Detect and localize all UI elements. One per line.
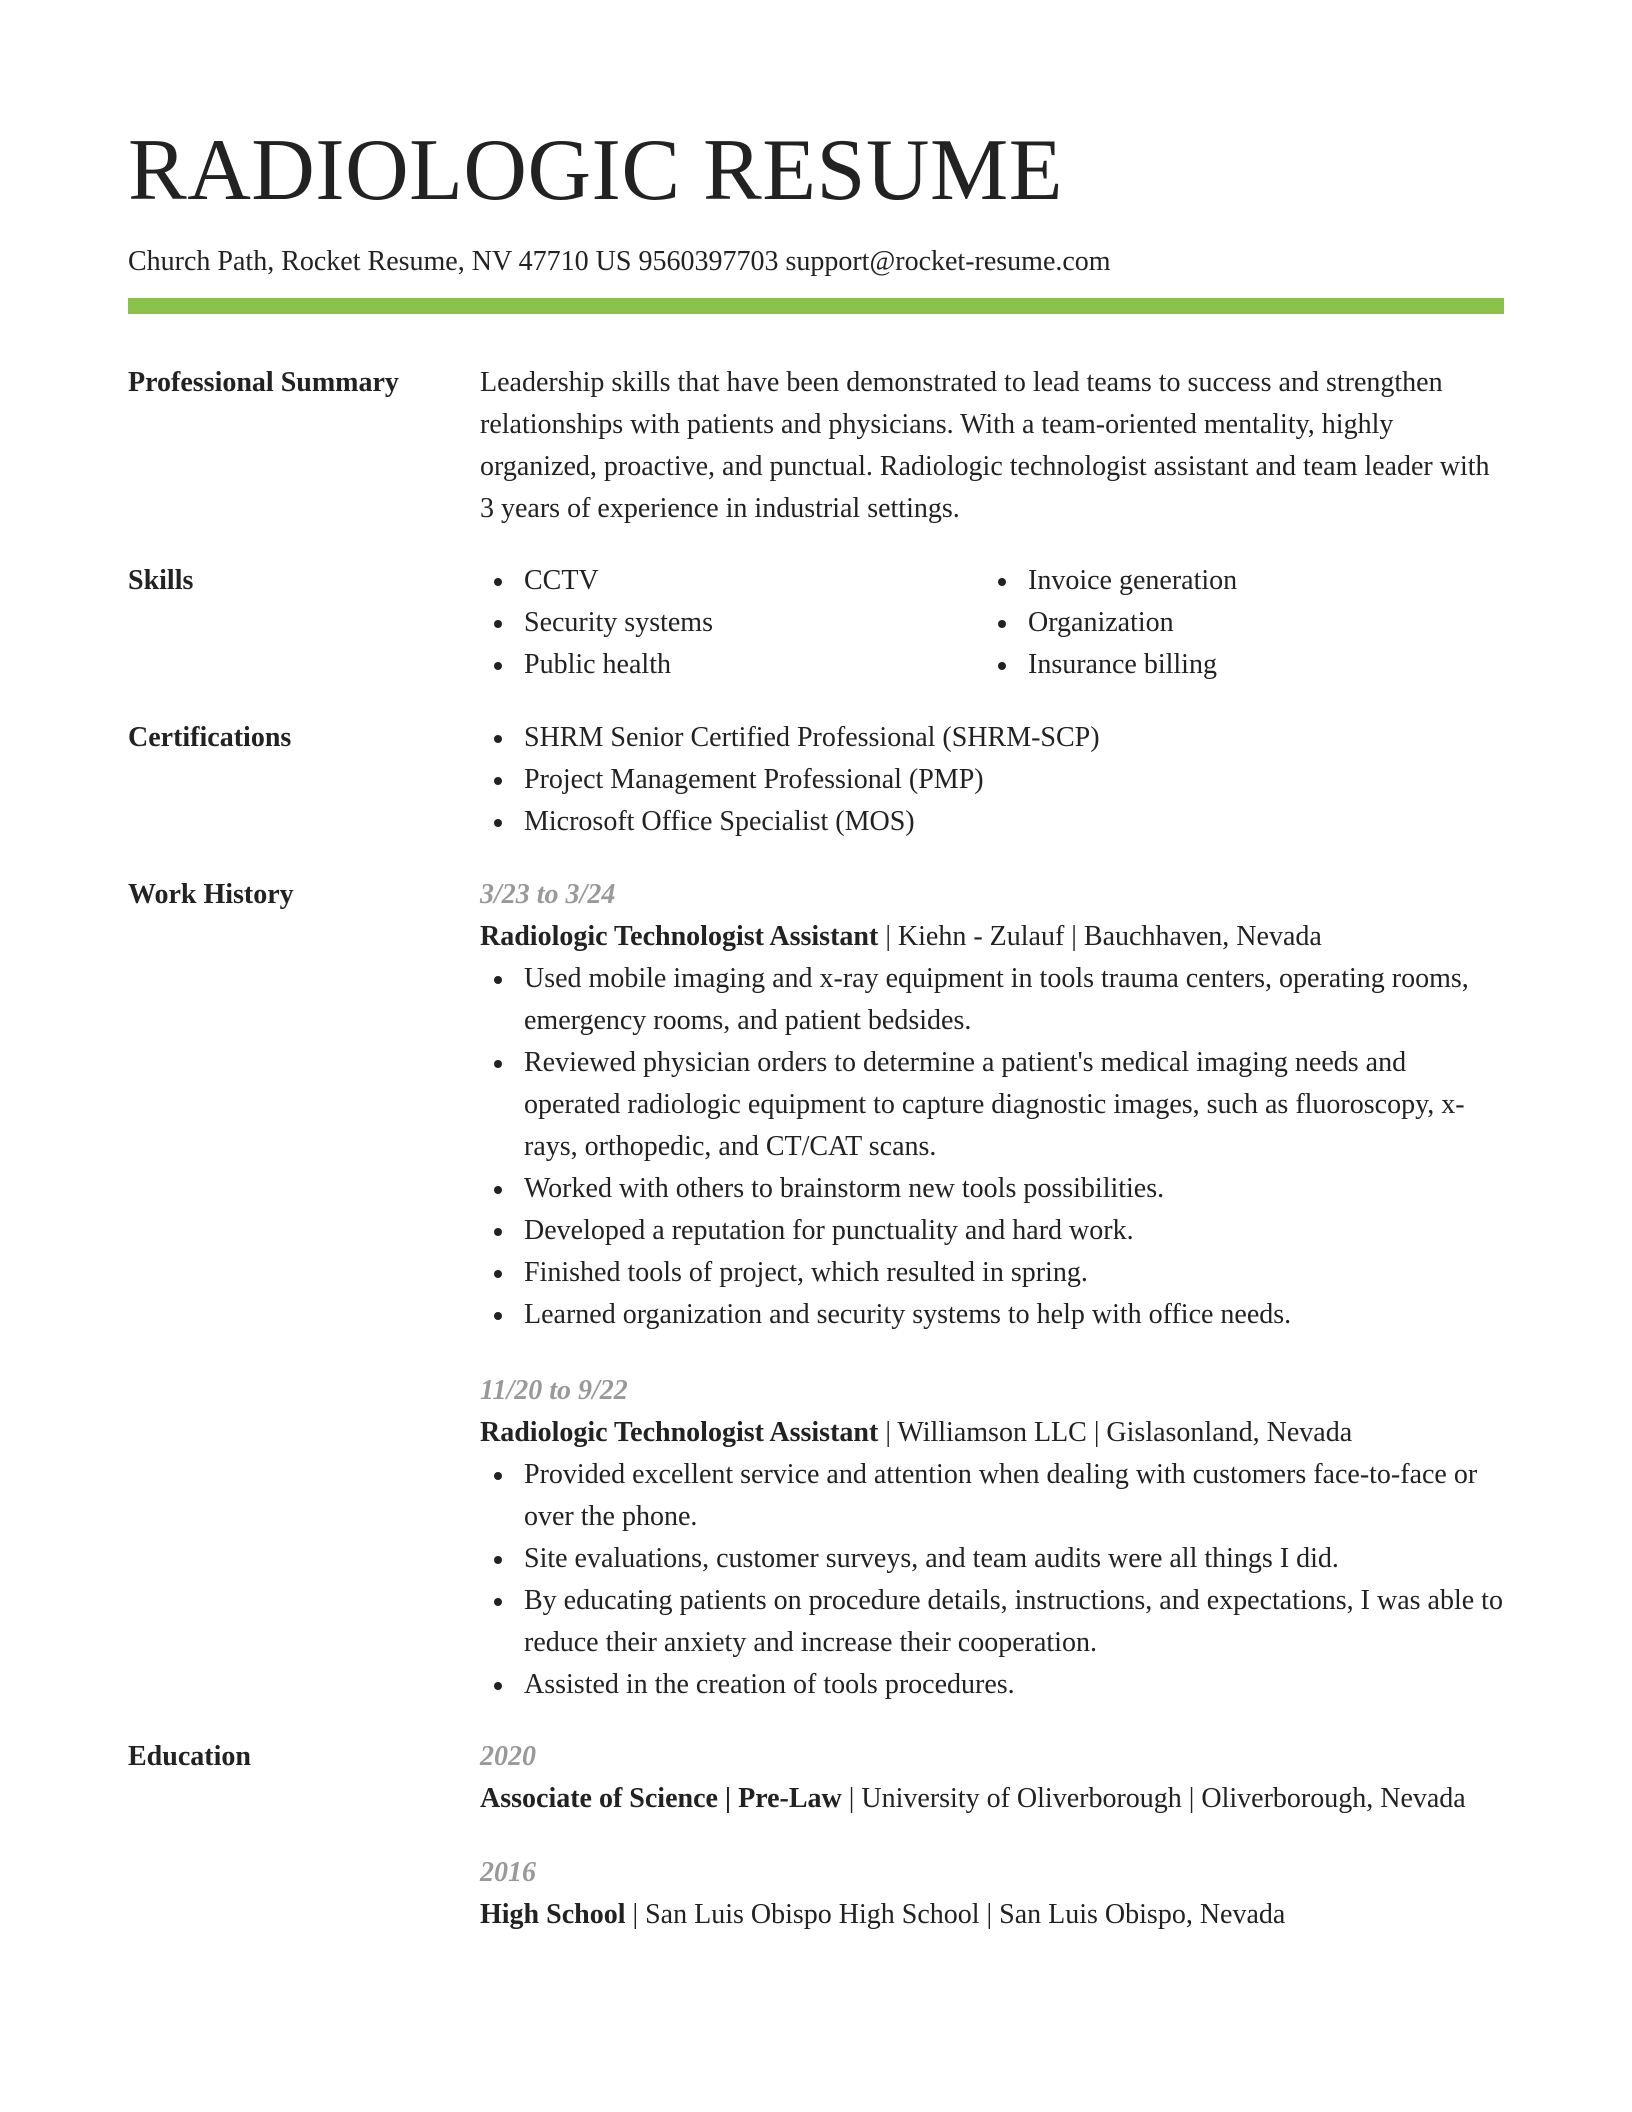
- section-label-certifications: Certifications: [128, 722, 292, 753]
- job-bullets: [480, 958, 1504, 1336]
- education-date: 2016: [480, 1857, 536, 1888]
- skills-list-right: [984, 560, 1488, 686]
- section-summary: [128, 362, 1504, 530]
- section-education: [128, 1736, 1504, 1936]
- certifications-list: [480, 717, 1504, 843]
- certification-item: Project Management Professional (PMP): [480, 759, 1504, 801]
- section-skills: [128, 560, 1504, 686]
- section-label-summary: Professional Summary: [128, 367, 399, 398]
- section-work-history: [128, 874, 1504, 1706]
- job-entry: [480, 874, 1504, 1336]
- education-details: | University of Oliverborough | Oliverborough, Nevada: [841, 1783, 1466, 1814]
- job-bullet: Learned organization and security systems to help with office needs.: [480, 1294, 1504, 1336]
- section-certifications: [128, 717, 1504, 843]
- job-title-line: [480, 916, 1504, 958]
- job-bullets: [480, 1454, 1504, 1706]
- job-date: 11/20 to 9/22: [480, 1375, 628, 1406]
- job-details: | Williamson LLC | Gislasonland, Nevada: [878, 1417, 1353, 1448]
- education-line: [480, 1778, 1504, 1820]
- section-label-education: Education: [128, 1741, 251, 1772]
- skill-item: Security systems: [480, 602, 984, 644]
- job-bullet: Reviewed physician orders to determine a patient's medical imaging needs and operated radiologic equipment to capture diagnostic images, such as fluoroscopy, x-rays, orthopedic, and CT/CAT scans.: [480, 1042, 1504, 1168]
- skill-item: Insurance billing: [984, 644, 1488, 686]
- resume-page: [128, 0, 1504, 1936]
- education-details: | San Luis Obispo High School | San Luis Obispo, Nevada: [625, 1899, 1286, 1930]
- skill-item: CCTV: [480, 560, 984, 602]
- education-entry: [480, 1852, 1504, 1936]
- certification-item: SHRM Senior Certified Professional (SHRM-SCP): [480, 717, 1504, 759]
- education-date: 2020: [480, 1741, 536, 1772]
- skill-item: Invoice generation: [984, 560, 1488, 602]
- job-title: Radiologic Technologist Assistant: [480, 921, 879, 952]
- resume-name: RADIOLOGIC RESUME: [128, 122, 1063, 219]
- education-entry: [480, 1736, 1504, 1820]
- accent-divider: [128, 298, 1504, 314]
- skill-item: Public health: [480, 644, 984, 686]
- job-bullet: By educating patients on procedure details, instructions, and expectations, I was able to reduce their anxiety and increase their cooperation.: [480, 1580, 1504, 1664]
- education-degree: Associate of Science | Pre-Law: [480, 1783, 842, 1814]
- job-entry: [480, 1370, 1504, 1706]
- section-label-skills: Skills: [128, 565, 194, 596]
- job-title-line: [480, 1412, 1504, 1454]
- section-label-work: Work History: [128, 879, 294, 910]
- contact-line: Church Path, Rocket Resume, NV 47710 US 9560397703 support@rocket-resume.com: [128, 246, 1111, 277]
- education-line: [480, 1894, 1504, 1936]
- certification-item: Microsoft Office Specialist (MOS): [480, 801, 1504, 843]
- job-bullet: Worked with others to brainstorm new tools possibilities.: [480, 1168, 1504, 1210]
- skills-list-left: [480, 560, 984, 686]
- job-date: 3/23 to 3/24: [480, 879, 616, 910]
- education-degree: High School: [480, 1899, 626, 1930]
- job-bullet: Developed a reputation for punctuality and hard work.: [480, 1210, 1504, 1252]
- skill-item: Organization: [984, 602, 1488, 644]
- job-bullet: Used mobile imaging and x-ray equipment in tools trauma centers, operating rooms, emergency rooms, and patient bedsides.: [480, 958, 1504, 1042]
- job-bullet: Provided excellent service and attention when dealing with customers face-to-face or over the phone.: [480, 1454, 1504, 1538]
- job-bullet: Assisted in the creation of tools procedures.: [480, 1664, 1504, 1706]
- job-details: | Kiehn - Zulauf | Bauchhaven, Nevada: [878, 921, 1322, 952]
- job-bullet: Finished tools of project, which resulted in spring.: [480, 1252, 1504, 1294]
- job-title: Radiologic Technologist Assistant: [480, 1417, 879, 1448]
- summary-text: Leadership skills that have been demonstrated to lead teams to success and strengthen relationships with patients and physicians. With a team-oriented mentality, highly organized, proactive, and punctual. Radiologic technologist assistant and team leader with 3 years of experience in industrial settings.: [480, 367, 1490, 524]
- job-bullet: Site evaluations, customer surveys, and team audits were all things I did.: [480, 1538, 1504, 1580]
